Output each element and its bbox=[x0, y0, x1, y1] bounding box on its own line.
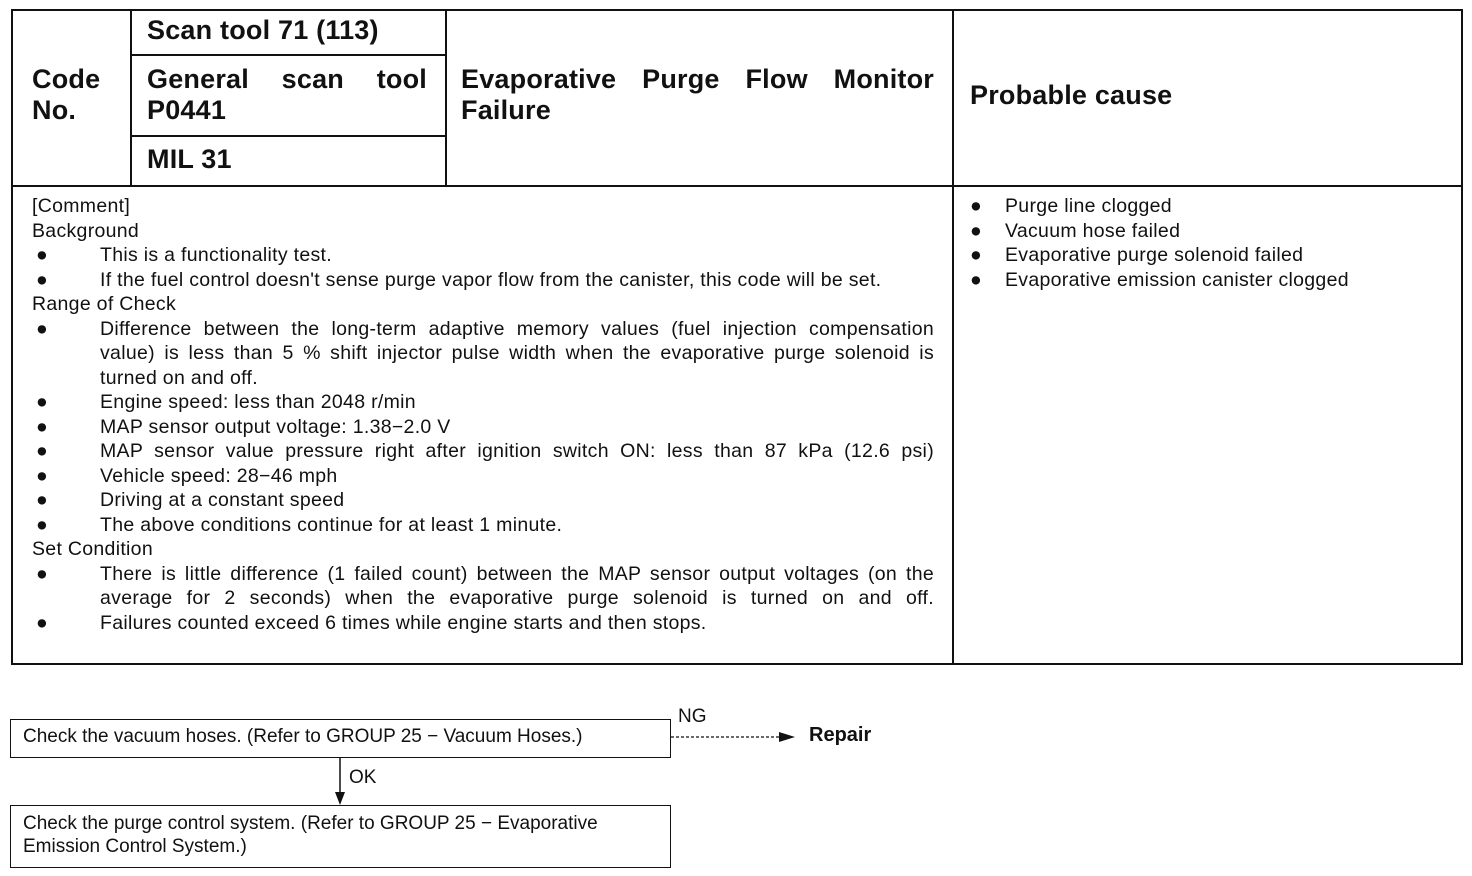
check-purge-control-step: Check the purge control system. (Refer to GROUP 25 − Evaporative Emission Control System.) bbox=[10, 805, 671, 868]
bullet-icon: ● bbox=[36, 317, 49, 340]
comment-label: [Comment] bbox=[32, 195, 131, 217]
mil-code: MIL 31 bbox=[147, 144, 232, 174]
range-item: ● Driving at a constant speed bbox=[36, 489, 345, 511]
ok-label: OK bbox=[349, 767, 377, 788]
bullet-icon: ● bbox=[970, 219, 983, 242]
probable-cause-list bbox=[970, 194, 1349, 292]
diagnosis-title: Evaporative Purge Flow Monitor Failure bbox=[461, 64, 934, 125]
cause-item: ● Purge line clogged bbox=[970, 195, 1172, 217]
divider-scan-col bbox=[445, 9, 447, 186]
bullet-icon: ● bbox=[970, 244, 983, 266]
bullet-icon: ● bbox=[36, 440, 49, 462]
bullet-icon: ● bbox=[36, 268, 49, 291]
code-no-label: Code No. bbox=[32, 64, 101, 125]
range-item: ● Vehicle speed: 28−46 mph bbox=[36, 464, 338, 487]
bullet-icon: ● bbox=[36, 391, 49, 413]
bullet-icon: ● bbox=[36, 562, 49, 585]
ng-label: NG bbox=[678, 706, 707, 727]
bullet-icon: ● bbox=[36, 244, 49, 266]
range-of-check-heading: Range of Check bbox=[32, 293, 177, 315]
range-item: ● Difference between the long-term adaptive memory values (fuel injection compensation value) is less than 5 % shift injector pulse width when the evaporative purge solenoid is turned on and off. bbox=[36, 317, 934, 389]
scan-tool-code: Scan tool 71 (113) bbox=[147, 15, 379, 45]
ok-arrow-icon bbox=[332, 758, 348, 806]
background-heading: Background bbox=[32, 219, 140, 242]
range-item: ● MAP sensor value pressure right after ignition switch ON: less than 87 kPa (12.6 psi) bbox=[36, 440, 934, 462]
check-vacuum-hoses-step: Check the vacuum hoses. (Refer to GROUP 25 − Vacuum Hoses.) bbox=[10, 719, 671, 758]
bullet-icon: ● bbox=[36, 415, 49, 438]
cause-item: ● Evaporative purge solenoid failed bbox=[970, 244, 1304, 266]
cause-item: ● Evaporative emission canister clogged bbox=[970, 268, 1349, 291]
divider-scan-row2 bbox=[130, 135, 446, 137]
repair-action: Repair bbox=[809, 724, 872, 746]
bullet-icon: ● bbox=[36, 489, 49, 511]
probable-cause-heading: Probable cause bbox=[970, 80, 1173, 110]
bullet-icon: ● bbox=[36, 611, 49, 634]
range-item: ● MAP sensor output voltage: 1.38−2.0 V bbox=[36, 415, 451, 438]
set-item: ● There is little difference (1 failed count) between the MAP sensor output voltages (on the average for 2 seconds) when the evaporative purge solenoid is turned on and off. bbox=[36, 562, 934, 609]
background-item: ● This is a functionality test. bbox=[36, 244, 332, 266]
range-item: ● The above conditions continue for at least 1 minute. bbox=[36, 513, 563, 536]
cause-item: ● Vacuum hose failed bbox=[970, 219, 1181, 242]
bullet-icon: ● bbox=[36, 513, 49, 536]
bullet-icon: ● bbox=[970, 268, 983, 291]
background-item: ● If the fuel control doesn't sense purge vapor flow from the canister, this code will be set. bbox=[36, 268, 882, 291]
general-scan-tool-code: General scan tool P0441 bbox=[147, 64, 427, 125]
comment-section bbox=[32, 194, 934, 635]
bullet-icon: ● bbox=[970, 195, 983, 217]
divider-scan-row1 bbox=[130, 54, 446, 56]
range-item: ● Engine speed: less than 2048 r/min bbox=[36, 391, 416, 413]
divider-cause-col bbox=[952, 9, 954, 665]
set-condition-heading: Set Condition bbox=[32, 538, 153, 560]
bullet-icon: ● bbox=[36, 464, 49, 487]
ng-arrow-icon bbox=[671, 730, 801, 744]
set-item: ● Failures counted exceed 6 times while engine starts and then stops. bbox=[36, 611, 707, 634]
divider-code-col bbox=[130, 9, 132, 186]
divider-header-bottom bbox=[11, 185, 1463, 187]
